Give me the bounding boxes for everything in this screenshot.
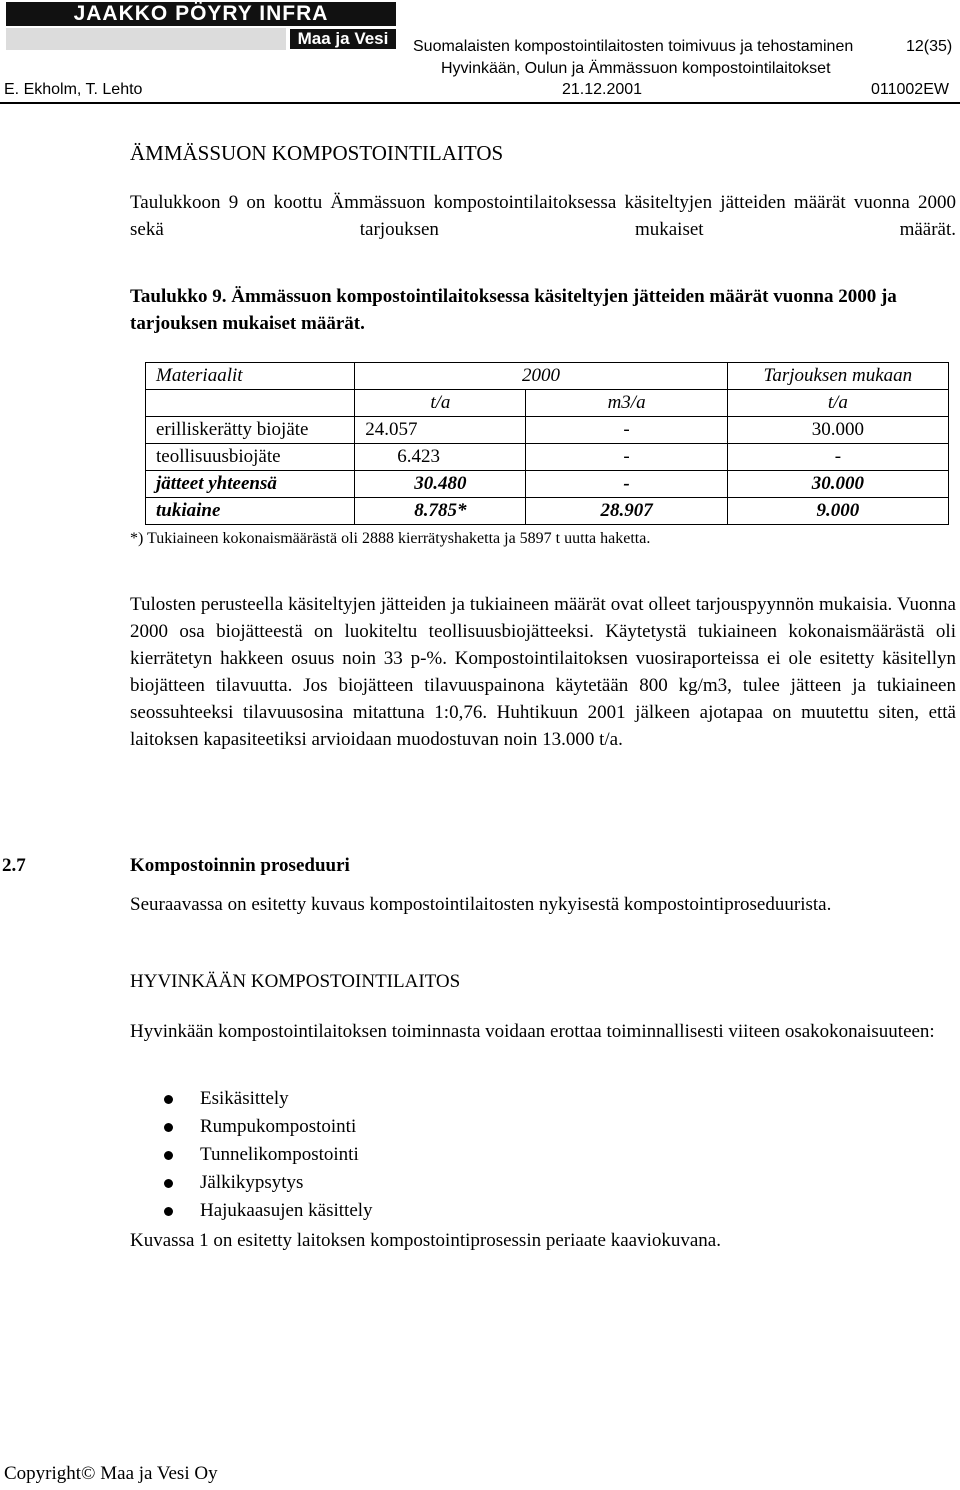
list-item <box>130 1141 373 1169</box>
row-offer: 30.000 <box>727 471 948 498</box>
section-title: Kompostoinnin proseduuri <box>130 855 350 876</box>
intro-paragraph: Taulukkoon 9 on koottu Ämmässuon kompostointilaitoksessa käsiteltyjen jätteiden määrät vuonna 2000 sekä tarjouksen mukaiset määrät. <box>130 192 956 240</box>
results-paragraph: Tulosten perusteella käsiteltyjen jätteiden ja tukiaineen määrät ovat olleet tarjouspyynnön mukaisia. Vuonna 2000 osa biojätteestä on luokiteltu teollisuusbiojätteeksi. Käytetystä tukiaineen kokonaismäärästä oli kierrätetyn hakkeen osuus noin 33 p-%. Kompostointilaitoksen vuosiraporteissa ei ole esitetty käsitellyn biojätteen tilavuutta. Jos biojätteen tilavuuspainona käytetään 800 kg/m3, tulee jätteen ja tukiaineen seossuhteeksi tilavuusosina mitattuna 1:0,76. Huhtikuun 2001 jälkeen ajotapaa on muutettu siten, että laitoksen kapasiteetiksi arvioidaan muodostuvan noin 13.000 t/a. <box>130 594 956 750</box>
row-t-a: 24.057 <box>355 417 526 444</box>
row-offer: - <box>727 444 948 471</box>
section-intro: Seuraavassa on esitetty kuvaus kompostointilaitosten nykyisestä kompostointiproseduurista. <box>130 894 832 915</box>
row-t-a: 8.785* <box>355 498 526 525</box>
header-offer: Tarjouksen mukaan <box>727 363 948 390</box>
bullet-icon <box>164 1151 173 1160</box>
logo-band <box>6 28 286 50</box>
document-date: 21.12.2001 <box>562 81 643 98</box>
list-item-label: Jälkikypsytys <box>200 1172 304 1193</box>
row-name: teollisuusbiojäte <box>146 444 355 471</box>
row-name: tukiaine <box>146 498 355 525</box>
row-offer: 30.000 <box>727 417 948 444</box>
document-code: 011002EW <box>871 81 949 98</box>
list-item-label: Tunnelikompostointi <box>200 1144 359 1165</box>
table-footnote: *) Tukiaineen kokonaismäärästä oli 2888 kierrätyshaketta ja 5897 t uutta haketta. <box>130 530 651 547</box>
row-t-a: 6.423 <box>355 444 526 471</box>
bullet-icon <box>164 1095 173 1104</box>
company-logo: JAAKKO PÖYRY INFRA <box>6 2 396 26</box>
row-offer: 9.000 <box>727 498 948 525</box>
row-name: erilliskerätty biojäte <box>146 417 355 444</box>
row-t-a: 30.480 <box>355 471 526 498</box>
table-header-row <box>146 363 949 390</box>
section-number: 2.7 <box>2 855 26 876</box>
header-2000: 2000 <box>355 363 727 390</box>
section-heading-hyvinkaa: HYVINKÄÄN KOMPOSTOINTILAITOS <box>130 971 461 992</box>
bullet-icon <box>164 1207 173 1216</box>
section-heading-ammassuo: ÄMMÄSSUON KOMPOSTOINTILAITOS <box>130 141 504 165</box>
table-caption: Taulukko 9. Ämmässuon kompostointilaitoksessa käsiteltyjen jätteiden määrät vuonna 2000 ja tarjouksen mukaiset määrät. <box>130 286 897 334</box>
header-materials: Materiaalit <box>146 363 355 390</box>
document-subtitle: Hyvinkään, Oulun ja Ämmässuon kompostointilaitokset <box>441 60 831 77</box>
list-item-label: Hajukaasujen käsittely <box>200 1200 373 1221</box>
list-item <box>130 1085 373 1113</box>
unit-offer-t-a: t/a <box>727 390 948 417</box>
table-row-support <box>146 498 949 525</box>
table-row-total <box>146 471 949 498</box>
list-item-label: Esikäsittely <box>200 1088 289 1109</box>
table-units-row <box>146 390 949 417</box>
hyvinkaa-intro: Hyvinkään kompostointilaitoksen toiminnasta voidaan erottaa toiminnallisesti viiteen osakokonaisuuteen: <box>130 1021 935 1042</box>
authors: E. Ekholm, T. Lehto <box>4 81 143 98</box>
units-blank <box>146 390 355 417</box>
closing-sentence: Kuvassa 1 on esitetty laitoksen kompostointiprosessin periaate kaaviokuvana. <box>130 1230 721 1251</box>
bullet-icon <box>164 1123 173 1132</box>
table-row <box>146 417 949 444</box>
row-name: jätteet yhteensä <box>146 471 355 498</box>
page-number: 12(35) <box>906 38 953 55</box>
row-m3-a: - <box>526 444 727 471</box>
bullet-icon <box>164 1179 173 1188</box>
list-item-label: Rumpukompostointi <box>200 1116 357 1137</box>
header-divider <box>0 102 960 104</box>
subsidiary-logo: Maa ja Vesi <box>290 29 396 49</box>
process-list <box>130 1085 373 1225</box>
row-m3-a: - <box>526 417 727 444</box>
list-item <box>130 1113 373 1141</box>
row-m3-a: - <box>526 471 727 498</box>
document-title: Suomalaisten kompostointilaitosten toimivuus ja tehostaminen <box>413 38 854 55</box>
copyright-footer: Copyright© Maa ja Vesi Oy <box>4 1463 218 1484</box>
list-item <box>130 1197 373 1225</box>
row-m3-a: 28.907 <box>526 498 727 525</box>
table-row <box>146 444 949 471</box>
unit-m3-a: m3/a <box>526 390 727 417</box>
waste-table <box>145 362 949 525</box>
list-item <box>130 1169 373 1197</box>
unit-t-a: t/a <box>355 390 526 417</box>
